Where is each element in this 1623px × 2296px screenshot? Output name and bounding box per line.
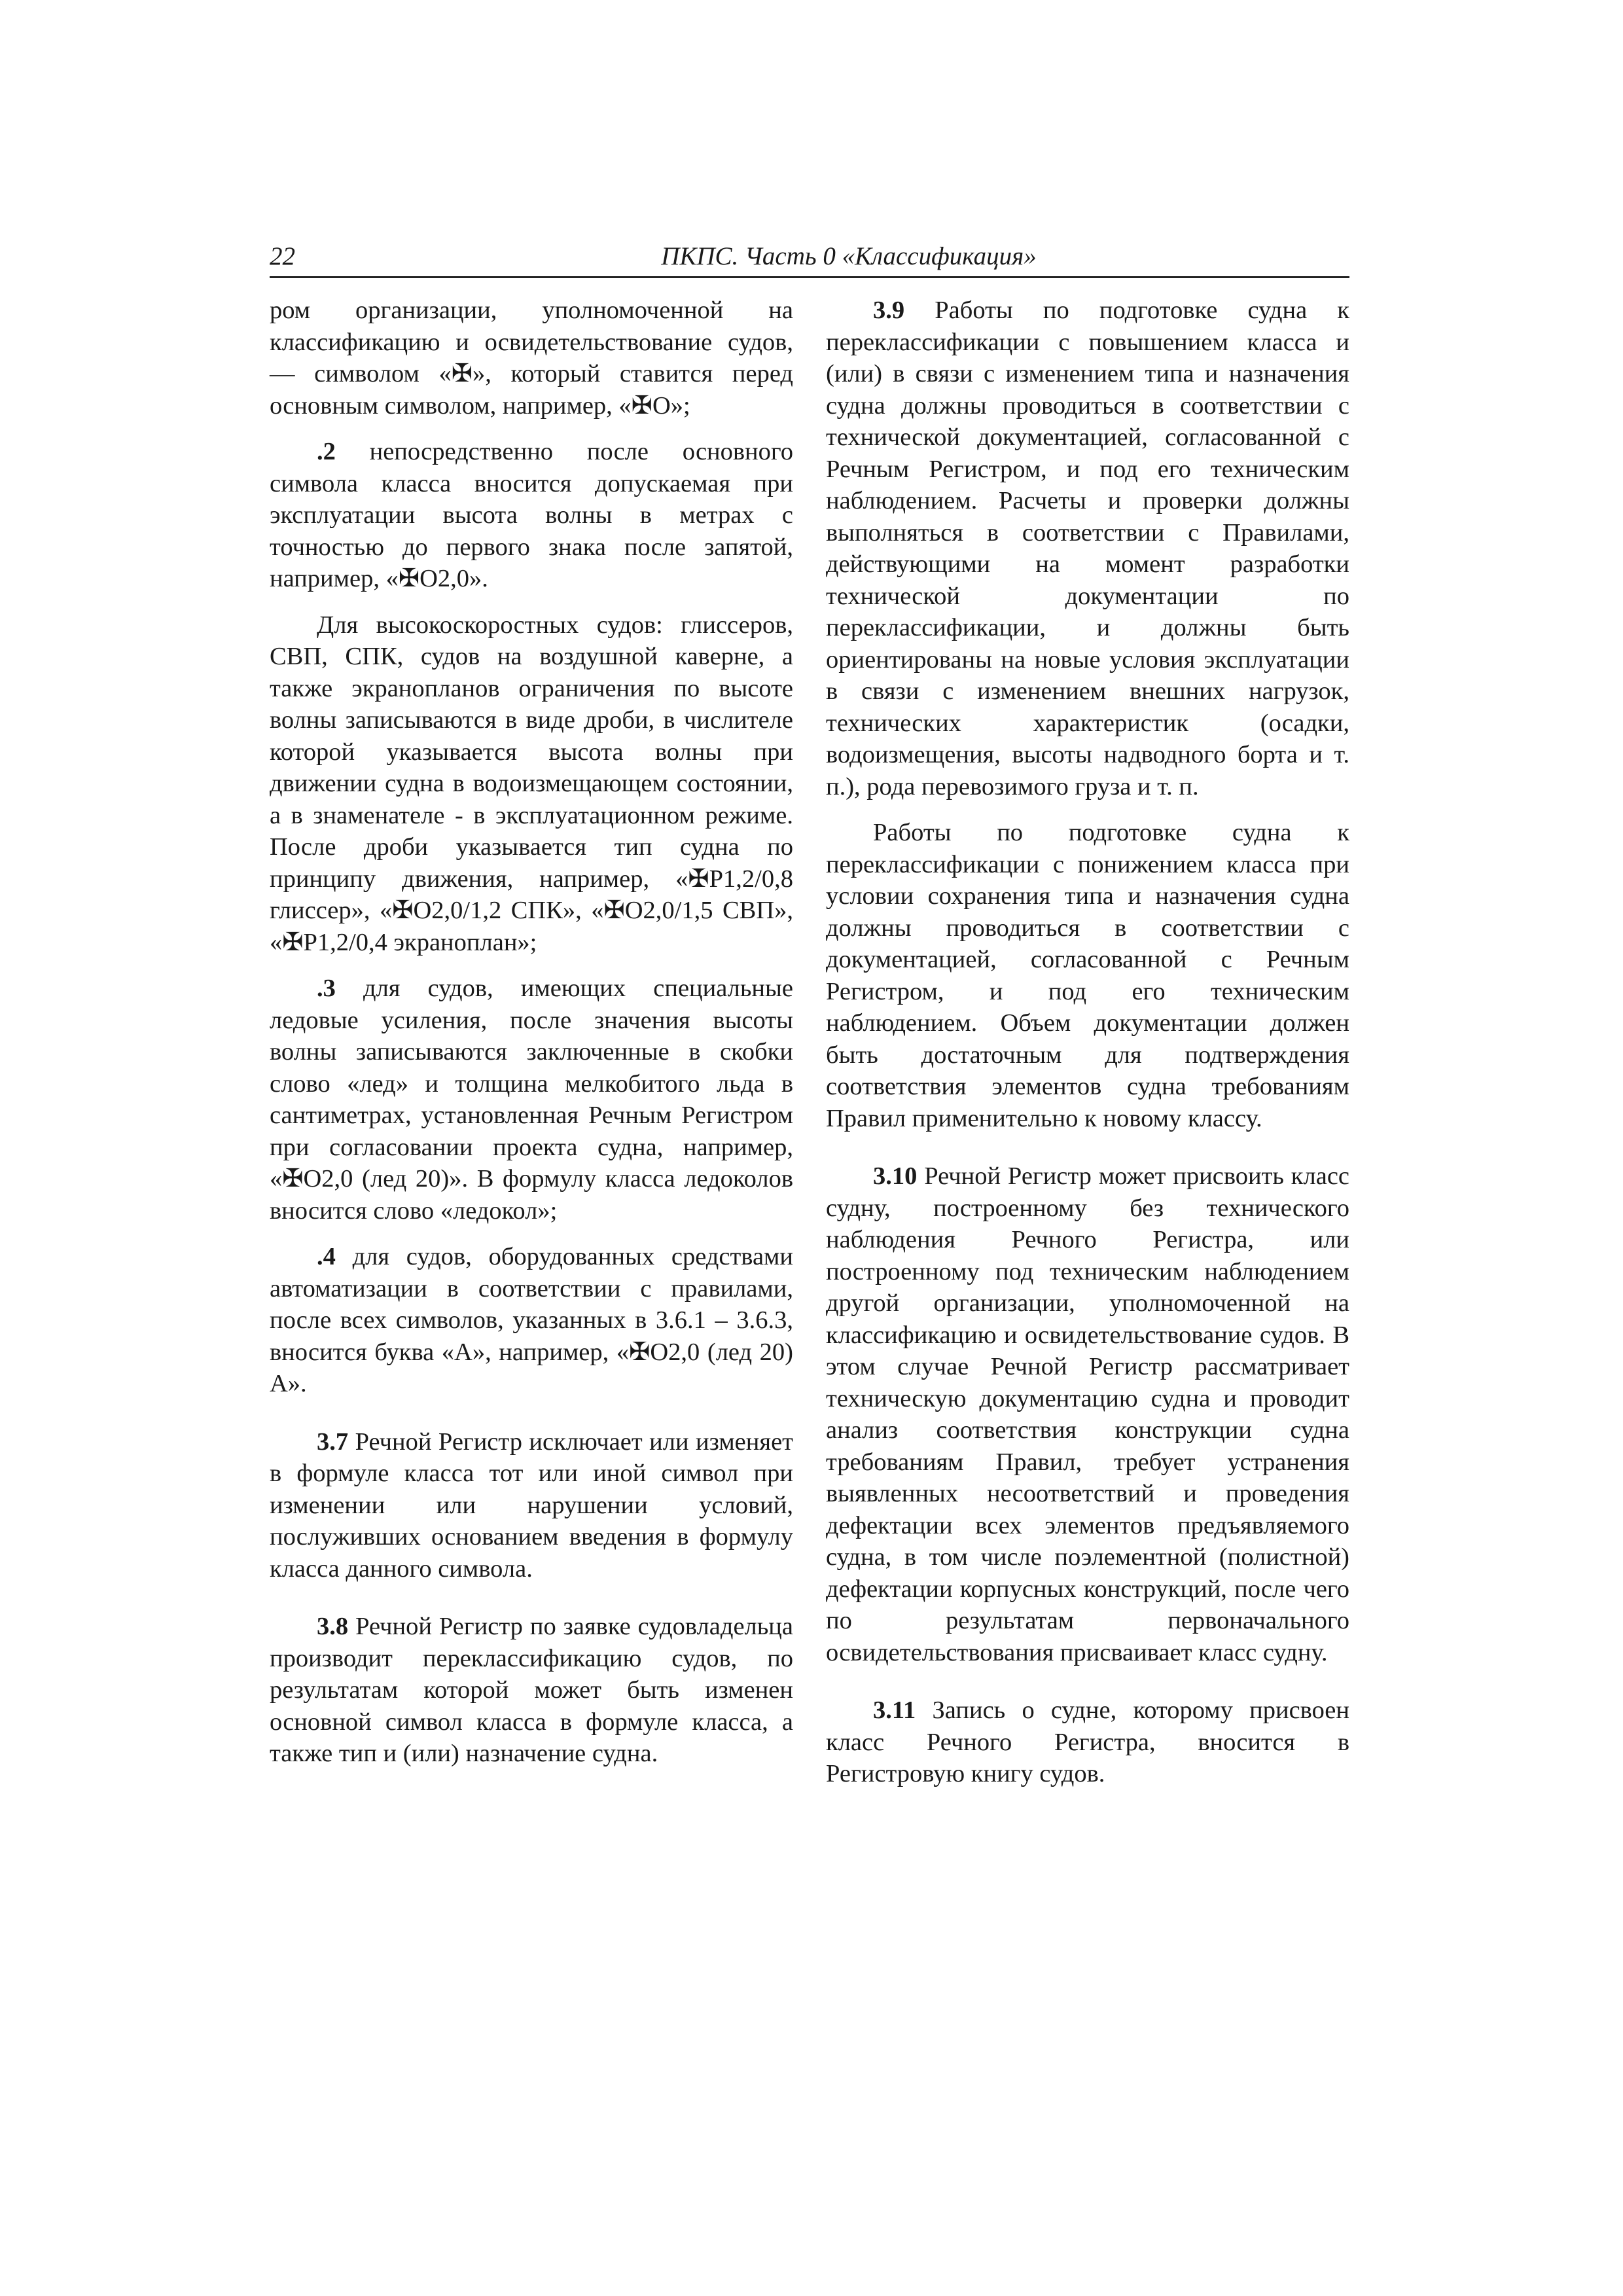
paragraph-downgrade: Работы по подготовке судна к переклассификации с понижением класса при условии сохранения типа и назначения судна должны проводиться в соответствии с документацией, согласованной с Речным Регистром, и под его техническим наблюдением. Объем документации должен быть достаточным для подтверждения соответствия элементов судна требованиям Правил применительно к новому классу. bbox=[826, 819, 1349, 1132]
paragraph-item-4 bbox=[270, 1241, 793, 1400]
section-text: Речной Регистр может присвоить класс судну, построенному без технического наблюдения Речного Регистра, или построенному под техническим наблюдением другой организации, уполномоченной на классификацию и освидетельствование судов. В этом случае Речной Регистр рассматривает техническую документацию судна и проводит анализ соответствия конструкции судна требованиям Правил, требует устранения выявленных несоответствий и проведения дефектации всех элементов предъявляемого судна, в том числе поэлементной (полистной) дефектации корпусных конструкций, после чего по результатам первоначального освидетельствования присваивает класс судну. bbox=[826, 1162, 1349, 1666]
item-text: для судов, имеющих специальные ледовые усиления, после значения высоты волны записываются заключенные в скобки слово «лед» и толщина мелкобитого льда в сантиметрах, установленная Речным Регистром при согласовании проекта судна, например, «✠О2,0 (лед 20)». В формулу класса ледоколов вносится слово «ледокол»; bbox=[270, 975, 793, 1225]
paragraph-high-speed-vessels: Для высокоскоростных судов: глиссеров, СВП, СПК, судов на воздушной каверне, а также экранопланов ограничения по высоте волны записываются в виде дроби, в числителе которой указывается высота волны при движении судна в водоизмещающем состоянии, а в знаменателе - в эксплуатационном режиме. После дроби указывается тип судна по принципу движения, например, «✠Р1,2/0,8 глиссер», «✠О2,0/1,2 СПК», «✠О2,0/1,5 СВП», «✠Р1,2/0,4 экраноплан»; bbox=[270, 611, 793, 956]
section-3-10 bbox=[826, 1160, 1349, 1668]
item-number: .2 bbox=[317, 438, 336, 465]
section-text: Речной Регистр по заявке судовладельца производит переклассификацию судов, по результатам которой может быть изменен основной символ класса в формуле класса, а также тип и (или) назначение судна. bbox=[270, 1613, 793, 1767]
paragraph-item-2 bbox=[270, 436, 793, 595]
section-number: 3.9 bbox=[873, 296, 905, 324]
section-text: Запись о судне, которому присвоен класс Речного Регистра, вносится в Регистровую книгу судов. bbox=[826, 1696, 1349, 1787]
section-3-8 bbox=[270, 1611, 793, 1770]
section-text: Работы по подготовке судна к переклассификации с повышением класса и (или) в связи с изменением типа и назначения судна должны проводиться в соответствии с технической документацией, согласованной с Речным Регистром, и под его техническим наблюдением. Расчеты и проверки должны выполняться в соответствии с Правилами, действующими на момент разработки технической документации по переклассификации, и должны быть ориентированы на новые условия эксплуатации в связи с изменением внешних нагрузок, технических характеристик (осадки, водоизмещения, высоты надводного борта и т. п.), рода перевозимого груза и т. п. bbox=[826, 296, 1349, 800]
paragraph-continuation: ром организации, уполномоченной на классификацию и освидетельствование судов, — символом «✠», который ставится перед основным символом, например, «✠О»; bbox=[270, 296, 793, 420]
item-text: непосредственно после основного символа класса вносится допускаемая при эксплуатации высота волны в метрах с точностью до первого знака после запятой, например, «✠О2,0». bbox=[270, 438, 793, 592]
section-number: 3.8 bbox=[317, 1613, 349, 1640]
section-number: 3.10 bbox=[873, 1162, 918, 1190]
item-number: .4 bbox=[317, 1243, 336, 1270]
running-header bbox=[270, 238, 1349, 278]
header-title: ПКПС. Часть 0 «Классификация» bbox=[661, 242, 1037, 270]
section-3-9 bbox=[826, 295, 1349, 802]
section-number: 3.7 bbox=[317, 1427, 349, 1456]
section-3-7 bbox=[270, 1426, 793, 1585]
item-number: .3 bbox=[317, 975, 336, 1002]
section-3-11 bbox=[826, 1695, 1349, 1790]
page-number: 22 bbox=[270, 242, 295, 270]
right-column bbox=[826, 295, 1349, 1790]
item-text: для судов, оборудованных средствами автоматизации в соответствии с правилами, после всех символов, указанных в 3.6.1 – 3.6.3, вносится буква «А», например, «✠О2,0 (лед 20) А». bbox=[270, 1243, 793, 1397]
left-column bbox=[270, 295, 793, 1770]
section-text: Речной Регистр исключает или изменяет в формуле класса тот или иной символ при изменении или нарушении условий, послуживших основанием введения в формулу класса данного символа. bbox=[270, 1427, 793, 1583]
paragraph-item-3 bbox=[270, 973, 793, 1227]
section-number: 3.11 bbox=[873, 1696, 916, 1724]
